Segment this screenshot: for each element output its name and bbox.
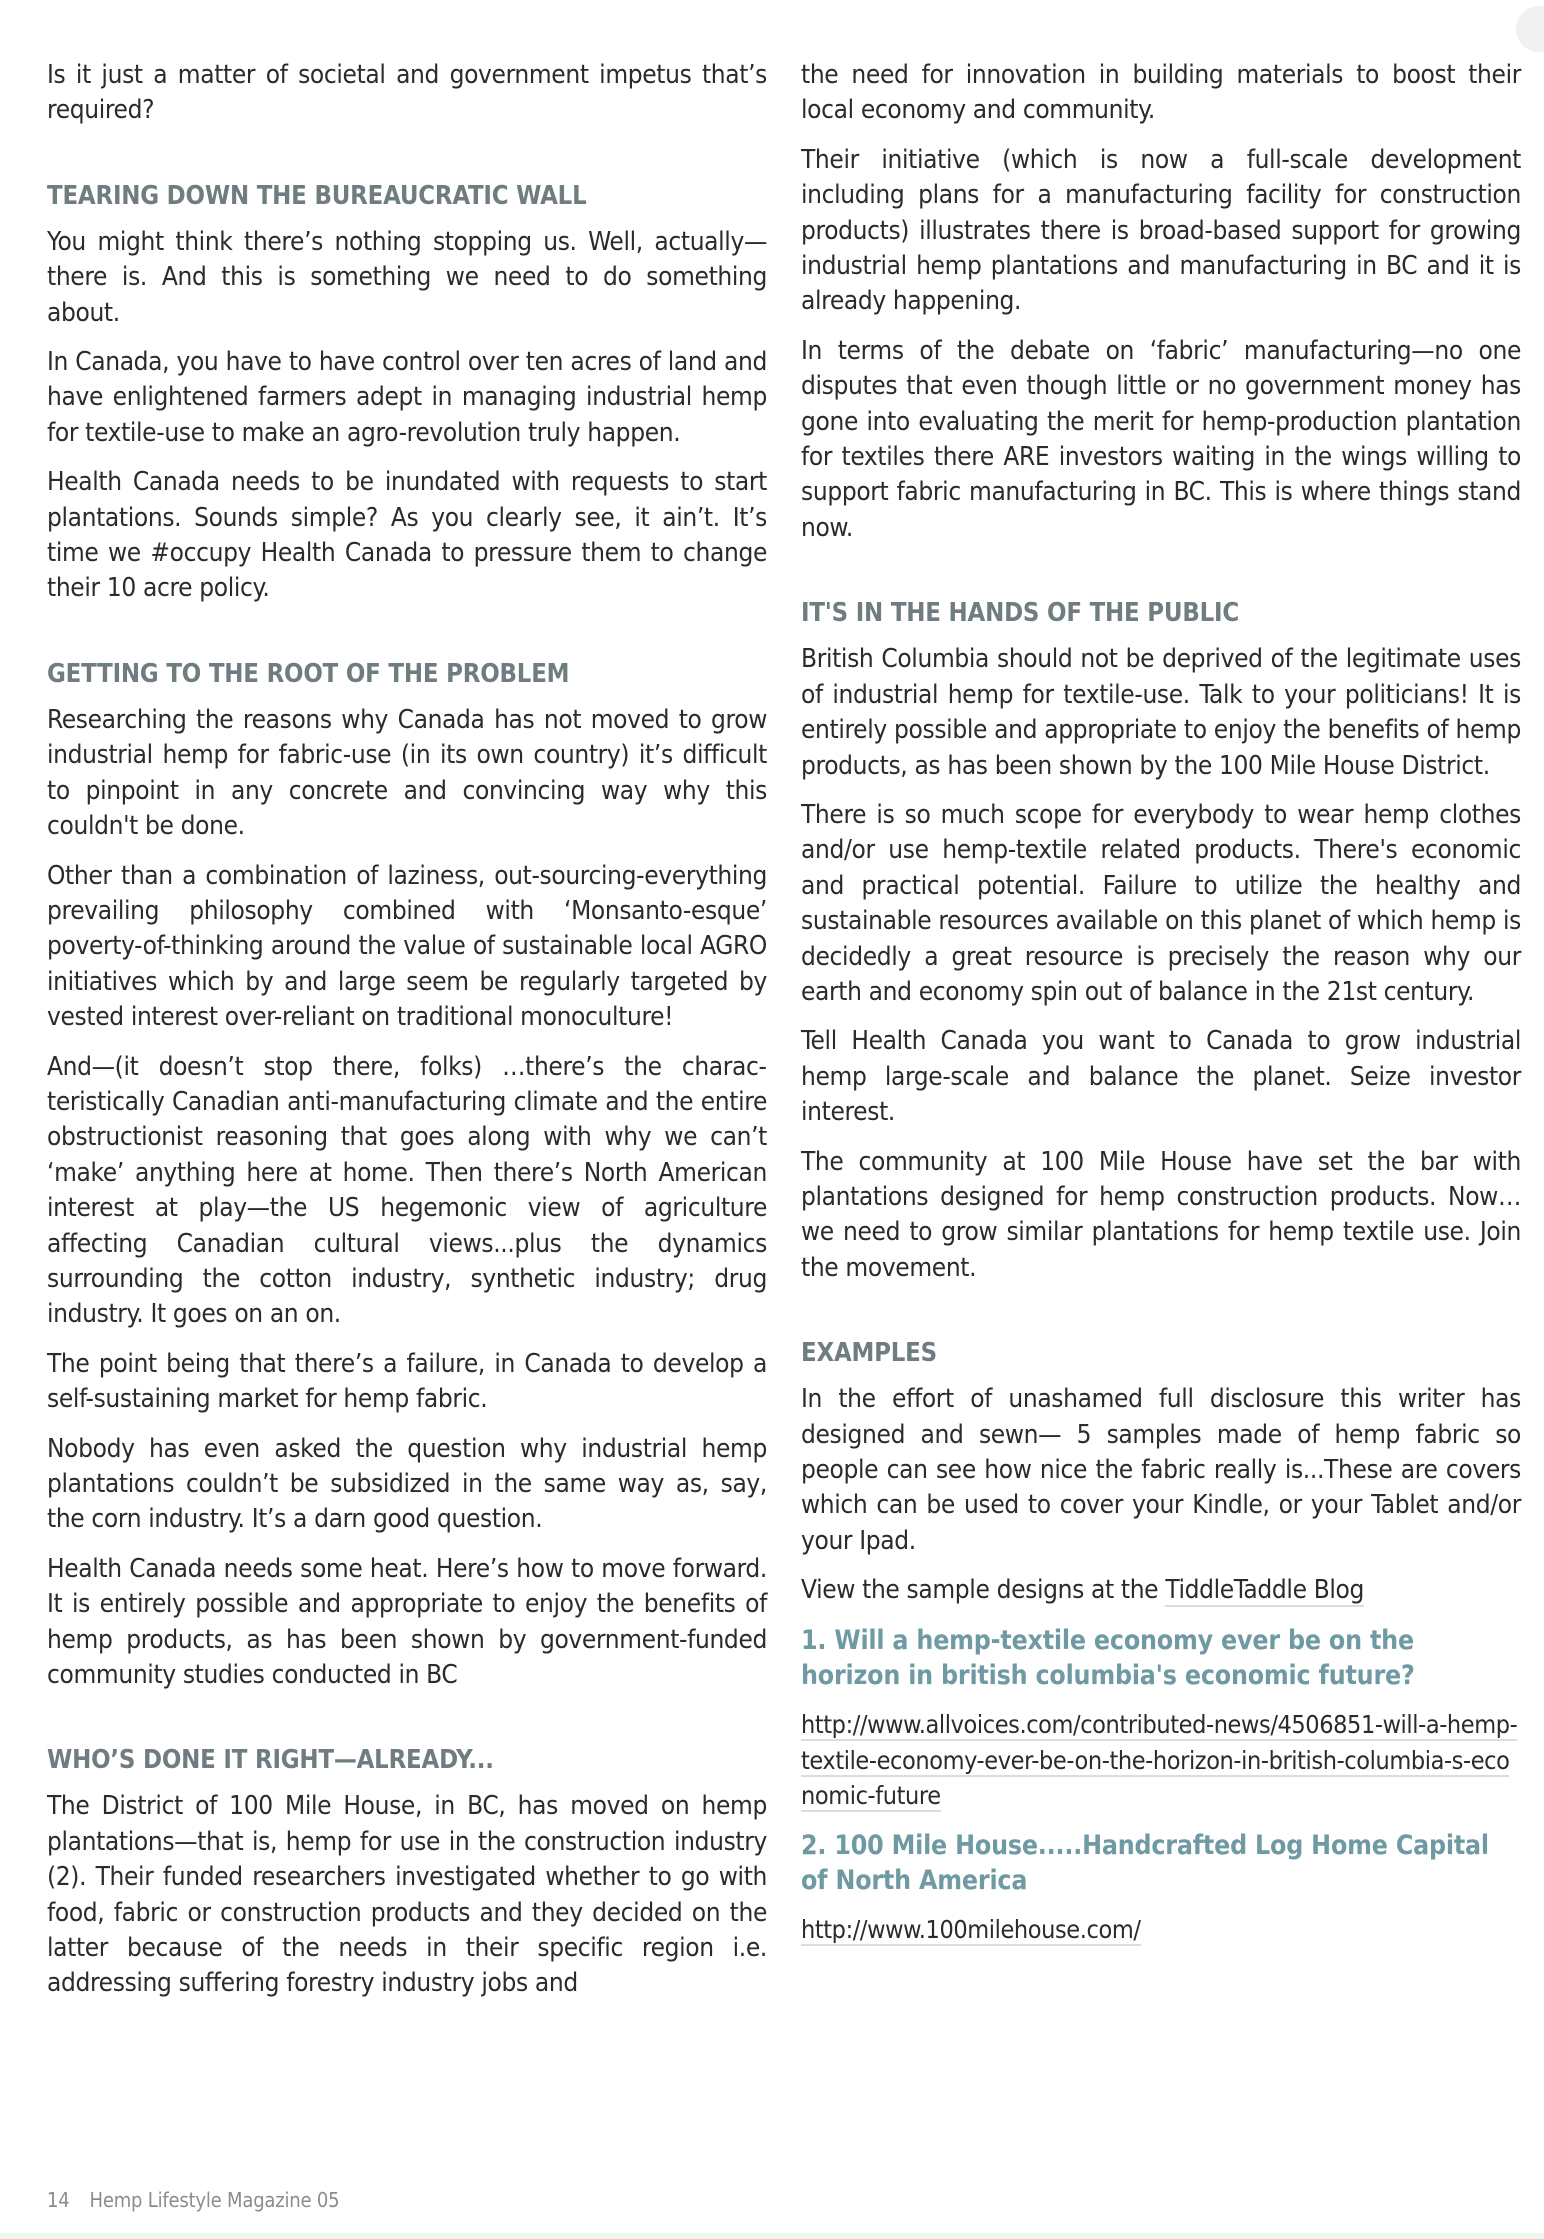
- right-column: [801, 58, 1521, 1962]
- view-samples-line: [801, 1573, 1521, 1608]
- paragraph: Health Canada needs to be inundated with requests to start plantations. Sounds simple? As you clearly see, it ain’t. It’s time we #occupy Health Canada to pressure them to change their 10 acre policy.: [47, 467, 767, 604]
- paragraph: British Columbia should not be deprived of the legitimate uses of industrial hemp for textile-use. Talk to your politicians! It is entirely possible and appropriate to enjoy the benefits of hemp products, as has been shown by the 100 Mile House District.: [801, 644, 1521, 781]
- section-heading-bureaucratic-wall: TEARING DOWN THE BUREAUCRATIC WALL: [47, 180, 587, 211]
- intro-paragraph: Is it just a matter of societal and government impetus that’s required?: [47, 60, 767, 126]
- reference-2-title: 2. 100 Mile House.....Handcrafted Log Home Capital of North America: [801, 1829, 1489, 1897]
- paragraph: Tell Health Canada you want to Canada to grow industrial hemp large-scale and balance the planet. Seize investor interest.: [801, 1026, 1521, 1128]
- page-footer: [47, 2188, 339, 2212]
- paragraph: Other than a combination of laziness, out-sourcing-everything prevailing philosophy combined with ‘Monsanto-esque’ poverty-of-thinking around the value of sustainable local AGRO initiatives which by and large seem be regularly targeted by vested interest over-reliant on traditional monoculture!: [47, 860, 767, 1033]
- reference-1-title: 1. Will a hemp-textile economy ever be on the horizon in british columbia's economic future?: [801, 1624, 1415, 1692]
- paragraph: Their initiative (which is now a full-scale development including plans for a manufacturing facility for construction products) illustrates there is broad-based support for growing industrial hemp plantations and manufacturing in BC and it is already happening.: [801, 144, 1521, 317]
- paragraph: There is so much scope for everybody to wear hemp clothes and/or use hemp-textile related products. There's economic and practical potential. Failure to utilize the healthy and sustainable resources available on this planet of which hemp is decidedly a great resource is precisely the reason why our earth and economy spin out of balance in the 21st century.: [801, 799, 1521, 1007]
- paragraph: Nobody has even asked the question why industrial hemp plantations couldn’t be subsidized in the same way as, say, the corn industry. It’s a darn good question.: [47, 1433, 767, 1535]
- paragraph: You might think there’s nothing stopping us. Well, actually—there is. And this is something we need to do something about.: [47, 226, 767, 328]
- left-column: [47, 58, 767, 2016]
- section-heading-examples: EXAMPLES: [801, 1338, 937, 1369]
- reference-2-url-link[interactable]: http://www.100milehouse.com/: [801, 1915, 1141, 1945]
- view-samples-prefix: View the sample designs at the: [801, 1575, 1166, 1606]
- section-heading-root-of-problem: GETTING TO THE ROOT OF THE PROBLEM: [47, 658, 570, 689]
- paragraph: the need for innovation in building materials to boost their local economy and community.: [801, 60, 1521, 126]
- paragraph: The community at 100 Mile House have set the bar with plantations designed for hemp construction products. Now… we need to grow similar plantations for hemp textile use. Join the movement.: [801, 1146, 1521, 1283]
- page-corner-shadow: [1516, 6, 1544, 52]
- paragraph: In Canada, you have to have control over ten acres of land and have enlightened farmers adept in managing industrial hemp for textile-use to make an agro-revolution truly happen.: [47, 347, 767, 448]
- page-number: 14: [47, 2188, 70, 2212]
- reference-2-url-line: [801, 1912, 1521, 1947]
- section-heading-done-it-right: WHO’S DONE IT RIGHT—ALREADY...: [47, 1745, 494, 1776]
- publication-name: Hemp Lifestyle Magazine 05: [89, 2188, 340, 2212]
- reference-1-url-line: [801, 1707, 1521, 1813]
- paragraph: The point being that there’s a failure, in Canada to develop a self-sustaining market for hemp fabric.: [47, 1348, 767, 1415]
- page-bottom-edge: [0, 2233, 1544, 2239]
- tiddletaddle-blog-link[interactable]: TiddleTaddle Blog: [1165, 1575, 1364, 1606]
- paragraph: Researching the reasons why Canada has not moved to grow industrial hemp for fabric-use (in its own country) it’s difficult to pinpoint in any concrete and convincing way why this couldn't be done.: [47, 704, 767, 842]
- section-heading-hands-of-public: IT'S IN THE HANDS OF THE PUBLIC: [801, 598, 1239, 629]
- paragraph: In terms of the debate on ‘fabric’ manufacturing—no one disputes that even though little or no government money has gone into evaluating the merit for hemp-production plantation for textiles there ARE investors waiting in the wings willing to support fabric manufacturing in BC. This is where things stand now.: [801, 335, 1521, 543]
- paragraph: And—(it doesn’t stop there, folks) …there’s the characteristically Canadian anti-manufacturing climate and the entire obstructionist reasoning that goes along with why we can’t ‘make’ anything here at home. Then there’s North American interest at play—the US hegemonic view of agriculture affecting Canadian cultural views...plus the dynamics surrounding the cotton industry, synthetic industry; drug industry. It goes on an on.: [47, 1051, 767, 1330]
- paragraph: Health Canada needs some heat. Here’s how to move forward. It is entirely possible and appropriate to enjoy the benefits of hemp products, as has been shown by government-funded community studies conducted in BC: [47, 1553, 767, 1691]
- paragraph: In the effort of unashamed full disclosure this writer has designed and sewn— 5 samples made of hemp fabric so people can see how nice the fabric really is...These are covers which can be used to cover your Kindle, or your Tablet and/or your Ipad.: [801, 1384, 1521, 1556]
- reference-1-url-link[interactable]: http://www.allvoices.com/contributed-news/4506851-will-a-hemp-textile-economy-ever-be-on-the-horizon-in-british-columbia-s-economic-future: [801, 1710, 1518, 1811]
- paragraph: The District of 100 Mile House, in BC, has moved on hemp plantations—that is, hemp for use in the construction industry (2). Their funded researchers investigated whether to go with food, fabric or construction products and they decided on the latter because of the needs in their specific region i.e. addressing suffering forestry industry jobs and: [47, 1791, 767, 1999]
